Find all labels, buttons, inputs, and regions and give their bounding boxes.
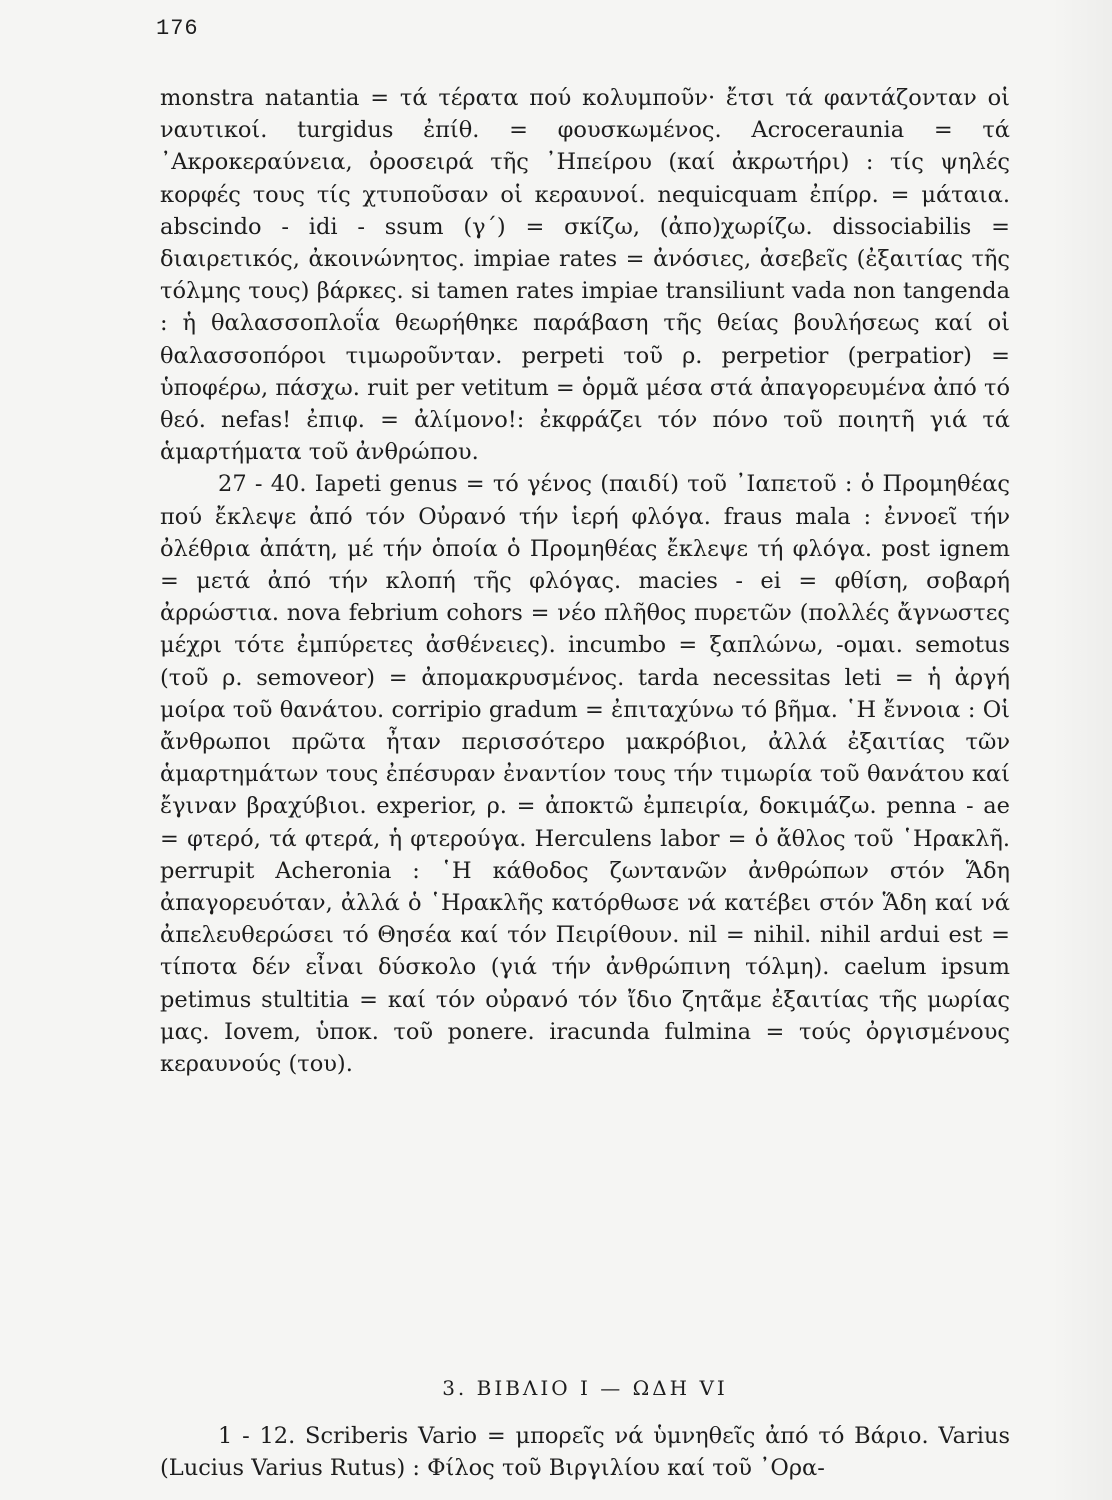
paragraph-odes-commentary-1: monstra natantia = τά τέρατα πού κολυμποῦν· ἔτσι τά φαντάζονταν οἱ ναυτικοί. turgidus ἐπίθ. = φουσκωμένος. Acroceraunia = τά ᾿Ακροκεραύνεια, ὀροσειρά τῆς ᾿Ηπείρου (καί ἀκρωτήρι) : τίς ψηλές κορφές τους τίς χτυποῦσαν οἱ κεραυνοί. nequicquam ἐπίρρ. = μάταια. abscindo - idi - ssum (γ΄) = σκίζω, (ἀπο)χωρίζω. dissociabilis = διαιρετικός, ἀκοινώνητος. impiae rates = ἀνόσιες, ἀσεβεῖς (ἐξαιτίας τῆς τόλμης τους) βάρκες. si tamen rates impiae transiliunt vada non tangenda : ἡ θαλασσοπλοΐα θεωρήθηκε παράβαση τῆς θείας βουλήσεως καί οἱ θαλασσοπόροι τιμωροῦνταν. perpeti τοῦ ρ. perpetior (perpatior) = ὑποφέρω, πάσχω. ruit per vetitum = ὁρμᾶ μέσα στά ἀπαγορευμένα ἀπό τό θεό. nefas! ἐπιφ. = ἀλίμονο!: ἐκφράζει τόν πόνο τοῦ ποιητῆ γιά τά ἁμαρτήματα τοῦ ἀνθρώπου. [160, 85, 1010, 466]
paragraph-odes-commentary-2: 27 - 40. Iapeti genus = τό γένος (παιδί) τοῦ ᾿Ιαπετοῦ : ὁ Προμηθέας πού ἔκλεψε ἀπό τόν Οὐρανό τήν ἱερή φλόγα. fraus mala : ἐννοεῖ τήν ὀλέθρια ἀπάτη, μέ τήν ὁποία ὁ Προμηθέας ἔκλεψε τή φλόγα. post ignem = μετά ἀπό τήν κλοπή τῆς φλόγας. macies - ei = φθίση, σοβαρή ἀρρώστια. nova febrium cohors = νέο πλῆθος πυρετῶν (πολλές ἄγνωστες μέχρι τότε ἐμπύρετες ἀσθένειες). incumbo = ξαπλώνω, -ομαι. semotus (τοῦ ρ. semoveor) = ἀπομακρυσμένος. tarda necessitas leti = ἡ ἀργή μοίρα τοῦ θανάτου. corripio gradum = ἐπιταχύνω τό βῆμα. ῾Η ἔννοια : Οἱ ἄνθρωποι πρῶτα ἦταν περισσότερο μακρόβιοι, ἀλλά ἐξαιτίας τῶν ἁμαρτημάτων τους ἐπέσυραν ἐναντίον τους τήν τιμωρία τοῦ θανάτου καί ἔγιναν βραχύβιοι. experior, ρ. = ἀποκτῶ ἐμπειρία, δοκιμάζω. penna - ae = φτερό, τά φτερά, ἡ φτερούγα. Herculens labor = ὁ ἄθλος τοῦ ῾Ηρακλῆ. perrupit Acheronia : ῾Η κάθοδος ζωντανῶν ἀνθρώπων στόν Ἅδη ἀπαγορευόταν, ἀλλά ὁ ῾Ηρακλῆς κατόρθωσε νά κατέβει στόν Ἅδη καί νά ἀπελευθερώσει τό Θησέα καί τόν Πειρίθουν. nil = nihil. nihil ardui est = τίποτα δέν εἶναι δύσκολο (γιά τήν ἀνθρώπινη τόλμη). caelum ipsum petimus stultitia = καί τόν οὐρανό τόν ἴδιο ζητᾶμε ἐξαιτίας τῆς μωρίας μας. Iovem, ὑποκ. τοῦ ponere. iracunda fulmina = τούς ὀργισμένους κεραυνούς (του). [160, 471, 1010, 1078]
commentary-text [160, 82, 1010, 1080]
paragraph-section-2-1: 1 - 12. Scriberis Vario = μπορεῖς νά ὑμνηθεῖς ἀπό τό Βάριο. Varius (Lucius Varius Rutus) : Φίλος τοῦ Βιργιλίου καί τοῦ ᾿Ορα- [160, 1423, 1010, 1482]
section-heading: 3. ΒΙΒΛΙΟ Ι — ΩΔΗ VI [442, 1376, 728, 1400]
page-number: 176 [156, 16, 199, 41]
page-edge-shadow [1052, 0, 1112, 1500]
section-2-text [160, 1420, 1010, 1484]
